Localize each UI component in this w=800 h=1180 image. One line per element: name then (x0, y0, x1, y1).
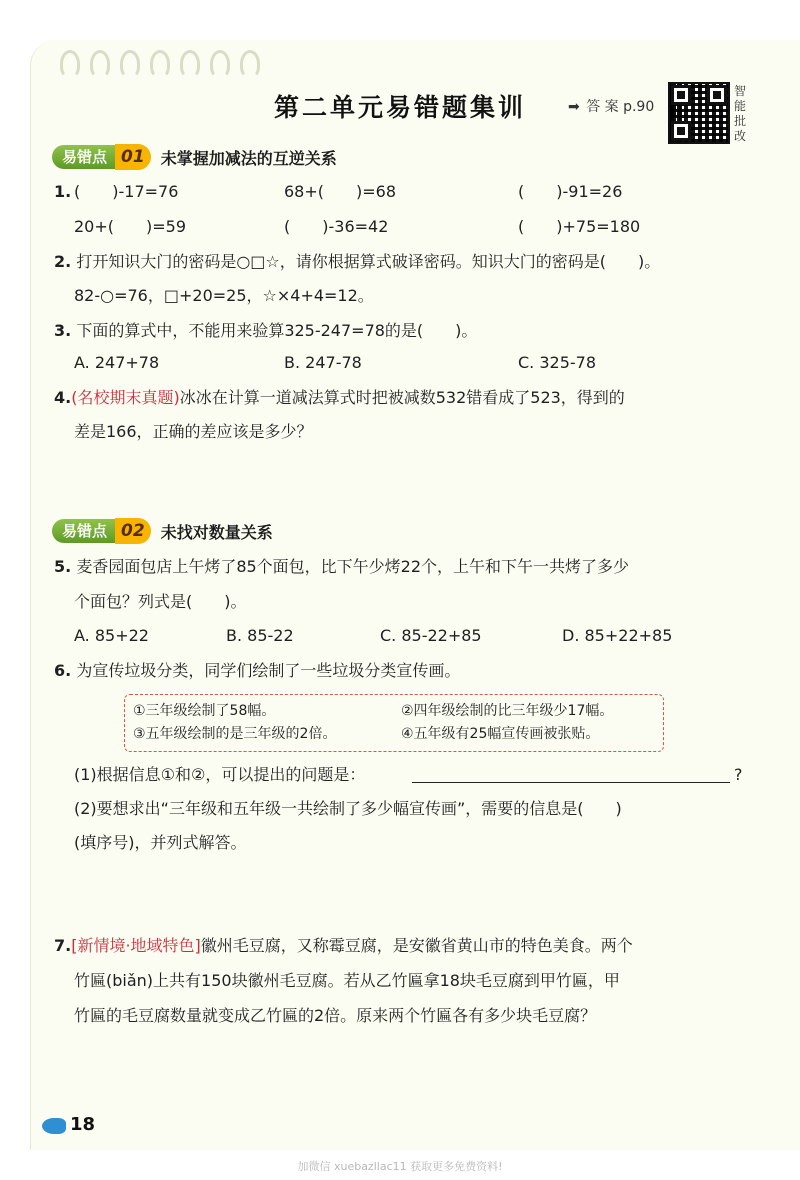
q1-item-6: ( )+75=180 (518, 217, 641, 236)
question-text: 冰冰在计算一道减法算式时把被减数532错看成了523，得到的 (179, 388, 625, 407)
q1-item-3: ( )-91=26 (518, 182, 623, 201)
section-title: 未掌握加减法的互逆关系 (160, 148, 337, 168)
question-number: 5. (54, 557, 72, 576)
answer-ref-text: 答 案 p.90 (586, 99, 655, 115)
question-number: 6. (54, 661, 72, 680)
question-text: 打开知识大门的密码是○□☆，请你根据算式破译密码。知识大门的密码是( )。 (76, 252, 661, 271)
page-number: 18 (70, 1114, 96, 1135)
question-text: 徽州毛豆腐，又称霉豆腐，是安徽省黄山市的特色美食。两个 (200, 936, 633, 955)
q7-line-3: 竹匾的毛豆腐数量就变成乙竹匾的2倍。原来两个竹匾各有多少块毛豆腐？ (74, 1006, 597, 1025)
source-tag: (名校期末真题) (71, 388, 180, 407)
q4-line-2: 差是166，正确的差应该是多少？ (74, 422, 313, 441)
question-2 (54, 251, 660, 273)
q5-option-b: B. 85-22 (226, 626, 294, 645)
question-number: 7. (54, 936, 72, 955)
q3-option-c: C. 325-78 (518, 353, 597, 372)
question-5 (54, 556, 629, 578)
q6-sub-1: (1)根据信息①和②，可以提出的问题是： (74, 765, 366, 784)
question-text: 下面的算式中，不能用来验算325-247=78的是( )。 (76, 321, 478, 340)
q3-option-a: A. 247+78 (74, 353, 160, 372)
q5-option-c: C. 85-22+85 (380, 626, 482, 645)
answer-blank-line[interactable] (412, 782, 730, 783)
q7-line-2: 竹匾(biǎn)上共有150块徽州毛豆腐。若从乙竹匾拿18块毛豆腐到甲竹匾，甲 (74, 971, 620, 990)
section-tag-02 (52, 518, 273, 544)
info-item-3: ③五年级绘制的是三年级的2倍。 (133, 726, 337, 742)
fish-icon (42, 1118, 66, 1134)
question-6 (54, 660, 460, 682)
question-1 (54, 181, 71, 203)
info-item-2: ②四年级绘制的比三年级少17幅。 (401, 703, 614, 719)
page-title: 第二单元易错题集训 (273, 93, 526, 122)
info-box (124, 694, 664, 752)
q1-item-5: ( )-36=42 (284, 217, 389, 236)
info-item-4: ④五年级有25幅宣传画被张贴。 (401, 726, 600, 742)
q3-option-b: B. 247-78 (284, 353, 362, 372)
info-item-1: ①三年级绘制了58幅。 (133, 703, 276, 719)
q6-sub-1-end: ? (734, 765, 743, 784)
qr-code[interactable] (668, 82, 730, 144)
q2-equations: 82-○=76，□+20=25，☆×4+4=12。 (74, 286, 374, 305)
section-title: 未找对数量关系 (160, 522, 273, 542)
q5-option-d: D. 85+22+85 (562, 626, 673, 645)
section-tag-number: 01 (115, 144, 151, 170)
watermark: 加微信 xuebazllac11 获取更多免费资料! (297, 1160, 503, 1173)
section-tag-01 (52, 144, 337, 170)
section-tag-label: 易错点 (52, 145, 115, 169)
answer-reference (568, 96, 654, 116)
arrow-right-icon: ➡ (568, 99, 580, 115)
question-number: 1. (54, 182, 72, 201)
question-number: 3. (54, 321, 72, 340)
question-text: 麦香园面包店上午烤了85个面包，比下午少烤22个，上午和下午一共烤了多少 (76, 557, 630, 576)
question-4 (54, 387, 625, 409)
source-tag: [新情境·地域特色] (71, 936, 201, 955)
q6-sub-2: (2)要想求出“三年级和五年级一共绘制了多少幅宣传画”，需要的信息是( ) (74, 799, 622, 818)
q6-sub-2-line-2: (填序号)，并列式解答。 (74, 833, 247, 852)
section-tag-number: 02 (115, 518, 151, 544)
question-number: 4. (54, 388, 72, 407)
q5-line-2: 个面包？列式是( )。 (74, 592, 247, 611)
question-text: 为宣传垃圾分类，同学们绘制了一些垃圾分类宣传画。 (76, 661, 461, 680)
q1-item-2: 68+( )=68 (284, 182, 397, 201)
q1-item-4: 20+( )=59 (74, 217, 187, 236)
q5-option-a: A. 85+22 (74, 626, 149, 645)
question-3 (54, 320, 477, 342)
qr-label: 智 能 批 改 (733, 84, 746, 143)
question-number: 2. (54, 252, 72, 271)
section-tag-label: 易错点 (52, 519, 115, 543)
q1-item-1: ( )-17=76 (74, 182, 179, 201)
question-7 (54, 935, 633, 957)
